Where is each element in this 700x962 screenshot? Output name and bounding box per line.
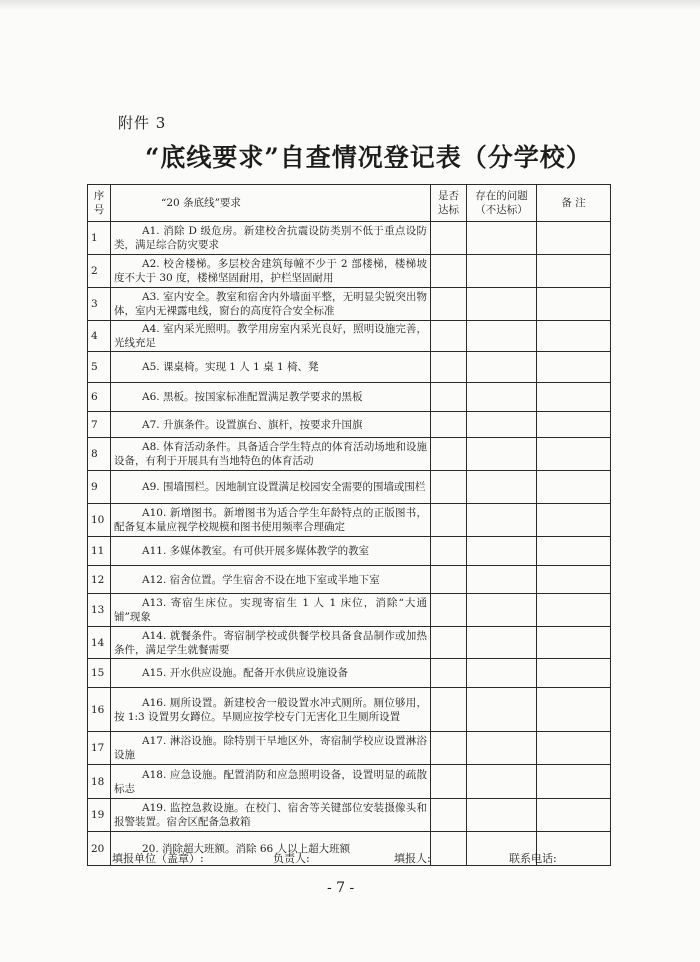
issue-cell[interactable] [467, 288, 537, 321]
note-cell[interactable] [537, 688, 611, 732]
note-cell[interactable] [537, 504, 611, 537]
row-number: 5 [88, 352, 111, 383]
requirement-text: A14. 就餐条件。寄宿制学校或供餐学校具备食品制作或加热条件，满足学生就餐需要 [114, 629, 427, 656]
note-cell[interactable] [537, 255, 611, 288]
issue-cell[interactable] [467, 765, 537, 799]
requirement-text: A2. 校舍楼梯。多层校舍建筑每幢不少于 2 部楼梯，楼梯坡度不大于 30 度，楼梯坚固耐用，护栏坚固耐用 [114, 258, 427, 284]
note-cell[interactable] [537, 566, 611, 594]
requirement-text: A12. 宿舍位置。学生宿舍不设在地下室或半地下室 [142, 573, 380, 586]
row-number: 6 [88, 383, 111, 412]
row-requirement [111, 732, 431, 765]
row-requirement [111, 383, 431, 412]
note-cell[interactable] [537, 471, 611, 504]
table-row [88, 732, 611, 765]
header-note: 备 注 [537, 185, 611, 222]
requirement-text: A15. 开水供应设施。配备开水供应设施设备 [142, 667, 349, 679]
note-cell[interactable] [537, 627, 611, 659]
row-number: 10 [88, 504, 111, 537]
page-number: - 7 - [327, 880, 355, 896]
requirement-text: A1. 消除 D 级危房。新建校舍抗震设防类别不低于重点设防类，满足综合防灾要求 [114, 225, 427, 251]
table-row [88, 765, 611, 799]
footer-phone: 联系电话: [509, 852, 557, 865]
row-requirement [111, 471, 431, 504]
row-number: 7 [88, 412, 111, 438]
met-cell[interactable] [431, 383, 467, 412]
header-requirement: “20 条底线”要求 [111, 185, 431, 222]
row-number: 16 [88, 688, 111, 732]
issue-cell[interactable] [467, 566, 537, 594]
table-row [88, 255, 611, 288]
page-title: “底线要求”自查情况登记表（分学校） [145, 143, 592, 172]
header-met: 是否达标 [431, 185, 467, 222]
issue-cell[interactable] [467, 659, 537, 688]
met-cell[interactable] [431, 352, 467, 383]
note-cell[interactable] [537, 732, 611, 765]
footer-leader: 负责人: [273, 852, 310, 865]
row-number: 18 [88, 765, 111, 799]
requirement-text: A8. 体育活动条件。具备适合学生特点的体育活动场地和设施设备，有利于开展具有当地特色的体育活动 [114, 441, 427, 467]
row-requirement [111, 765, 431, 799]
footer-filler: 填报人: [394, 852, 431, 865]
met-cell[interactable] [431, 765, 467, 799]
row-number: 4 [88, 321, 111, 352]
row-number: 15 [88, 659, 111, 688]
issue-cell[interactable] [467, 799, 537, 832]
met-cell[interactable] [431, 799, 467, 832]
issue-cell[interactable] [467, 321, 537, 352]
met-cell[interactable] [431, 537, 467, 566]
requirement-text: 20. 消除超大班额。消除 66 人以上超大班额 [142, 842, 351, 855]
note-cell[interactable] [537, 321, 611, 352]
row-requirement [111, 288, 431, 321]
met-cell[interactable] [431, 659, 467, 688]
note-cell[interactable] [537, 412, 611, 438]
table-row [88, 566, 611, 594]
note-cell[interactable] [537, 659, 611, 688]
met-cell[interactable] [431, 438, 467, 471]
requirement-text: A9. 围墙围栏。因地制宜设置满足校园安全需要的围墙或围栏 [142, 481, 426, 493]
row-number: 3 [88, 288, 111, 321]
row-requirement [111, 566, 431, 594]
requirement-text: A18. 应急设施。配置消防和应急照明设备，设置明显的疏散标志 [114, 768, 427, 795]
met-cell[interactable] [431, 732, 467, 765]
row-requirement [111, 412, 431, 438]
table-header-row [88, 185, 611, 222]
met-cell[interactable] [431, 594, 467, 627]
table-row [88, 412, 611, 438]
header-no: 序号 [88, 185, 111, 222]
requirement-text: A6. 黑板。按国家标准配置满足教学要求的黑板 [142, 391, 363, 403]
row-number: 11 [88, 537, 111, 566]
requirement-text: A7. 升旗条件。设置旗台、旗杆，按要求升国旗 [142, 418, 363, 431]
table-row [88, 438, 611, 471]
row-number: 14 [88, 627, 111, 659]
issue-cell[interactable] [467, 352, 537, 383]
requirement-text: A19. 监控急救设施。在校门、宿舍等关键部位安装摄像头和报警装置。宿舍区配备急救箱 [114, 802, 427, 828]
table-row [88, 504, 611, 537]
row-requirement [111, 799, 431, 832]
note-cell[interactable] [537, 594, 611, 627]
row-number: 17 [88, 732, 111, 765]
requirement-text: A13. 寄宿生床位。实现寄宿生 1 人 1 床位，消除“大通铺”现象 [114, 597, 427, 623]
table-row [88, 627, 611, 659]
issue-cell[interactable] [467, 627, 537, 659]
met-cell[interactable] [431, 832, 467, 866]
header-issue: 存在的问题（不达标） [467, 185, 537, 222]
table-row [88, 222, 611, 255]
row-number: 2 [88, 255, 111, 288]
met-cell[interactable] [431, 688, 467, 732]
annex-label: 附件 3 [118, 114, 167, 132]
row-requirement [111, 438, 431, 471]
requirement-text: A3. 室内安全。教室和宿舍内外墙面平整，无明显尖锐突出物体，室内无裸露电线，窗台的高度符合安全标准 [114, 291, 427, 317]
scan-shadow [0, 0, 700, 10]
row-requirement [111, 659, 431, 688]
issue-cell[interactable] [467, 537, 537, 566]
row-number: 1 [88, 222, 111, 255]
issue-cell[interactable] [467, 594, 537, 627]
issue-cell[interactable] [467, 732, 537, 765]
row-requirement [111, 255, 431, 288]
table-row [88, 688, 611, 732]
table-row [88, 659, 611, 688]
row-number: 19 [88, 799, 111, 832]
checklist-table [87, 184, 611, 866]
table-row [88, 594, 611, 627]
table-row [88, 471, 611, 504]
row-number: 12 [88, 566, 111, 594]
row-requirement [111, 504, 431, 537]
met-cell[interactable] [431, 321, 467, 352]
note-cell[interactable] [537, 438, 611, 471]
issue-cell[interactable] [467, 255, 537, 288]
requirement-text: A17. 淋浴设施。除特别干旱地区外，寄宿制学校应设置淋浴设施 [114, 735, 427, 761]
met-cell[interactable] [431, 566, 467, 594]
note-cell[interactable] [537, 799, 611, 832]
row-number: 9 [88, 471, 111, 504]
row-requirement [111, 222, 431, 255]
note-cell[interactable] [537, 537, 611, 566]
note-cell[interactable] [537, 352, 611, 383]
requirement-text: A4. 室内采光照明。教学用房室内采光良好，照明设施完善，光线充足 [114, 323, 427, 349]
issue-cell[interactable] [467, 412, 537, 438]
issue-cell[interactable] [467, 471, 537, 504]
met-cell[interactable] [431, 255, 467, 288]
row-requirement [111, 627, 431, 659]
row-requirement [111, 321, 431, 352]
requirement-text: A10. 新增图书。新增图书为适合学生年龄特点的正版图书，配备复本量应视学校规模和图书使用频率合理确定 [114, 507, 427, 533]
table-row [88, 537, 611, 566]
requirement-text: A11. 多媒体教室。有可供开展多媒体教学的教室 [142, 545, 370, 557]
row-number: 20 [88, 832, 111, 866]
note-cell[interactable] [537, 222, 611, 255]
row-number: 13 [88, 594, 111, 627]
note-cell[interactable] [537, 765, 611, 799]
row-requirement [111, 537, 431, 566]
met-cell[interactable] [431, 627, 467, 659]
issue-cell[interactable] [467, 222, 537, 255]
table-row [88, 352, 611, 383]
table-row [88, 383, 611, 412]
issue-cell[interactable] [467, 504, 537, 537]
footer-unit: 填报单位（盖章）: [112, 852, 204, 865]
issue-cell[interactable] [467, 383, 537, 412]
met-cell[interactable] [431, 471, 467, 504]
table-row [88, 799, 611, 832]
issue-cell[interactable] [467, 438, 537, 471]
met-cell[interactable] [431, 412, 467, 438]
requirement-text: A16. 厕所设置。新建校舍一般设置水冲式厕所。厕位够用，按 1:3 设置男女蹲位。旱厕应按学校专门无害化卫生厕所设置 [114, 696, 427, 723]
table-row [88, 321, 611, 352]
row-requirement [111, 688, 431, 732]
table-row [88, 288, 611, 321]
met-cell[interactable] [431, 504, 467, 537]
row-requirement [111, 594, 431, 627]
issue-cell[interactable] [467, 688, 537, 732]
met-cell[interactable] [431, 222, 467, 255]
met-cell[interactable] [431, 288, 467, 321]
note-cell[interactable] [537, 383, 611, 412]
requirement-text: A5. 课桌椅。实现 1 人 1 桌 1 椅、凳 [142, 361, 319, 373]
row-number: 8 [88, 438, 111, 471]
row-requirement [111, 352, 431, 383]
note-cell[interactable] [537, 288, 611, 321]
